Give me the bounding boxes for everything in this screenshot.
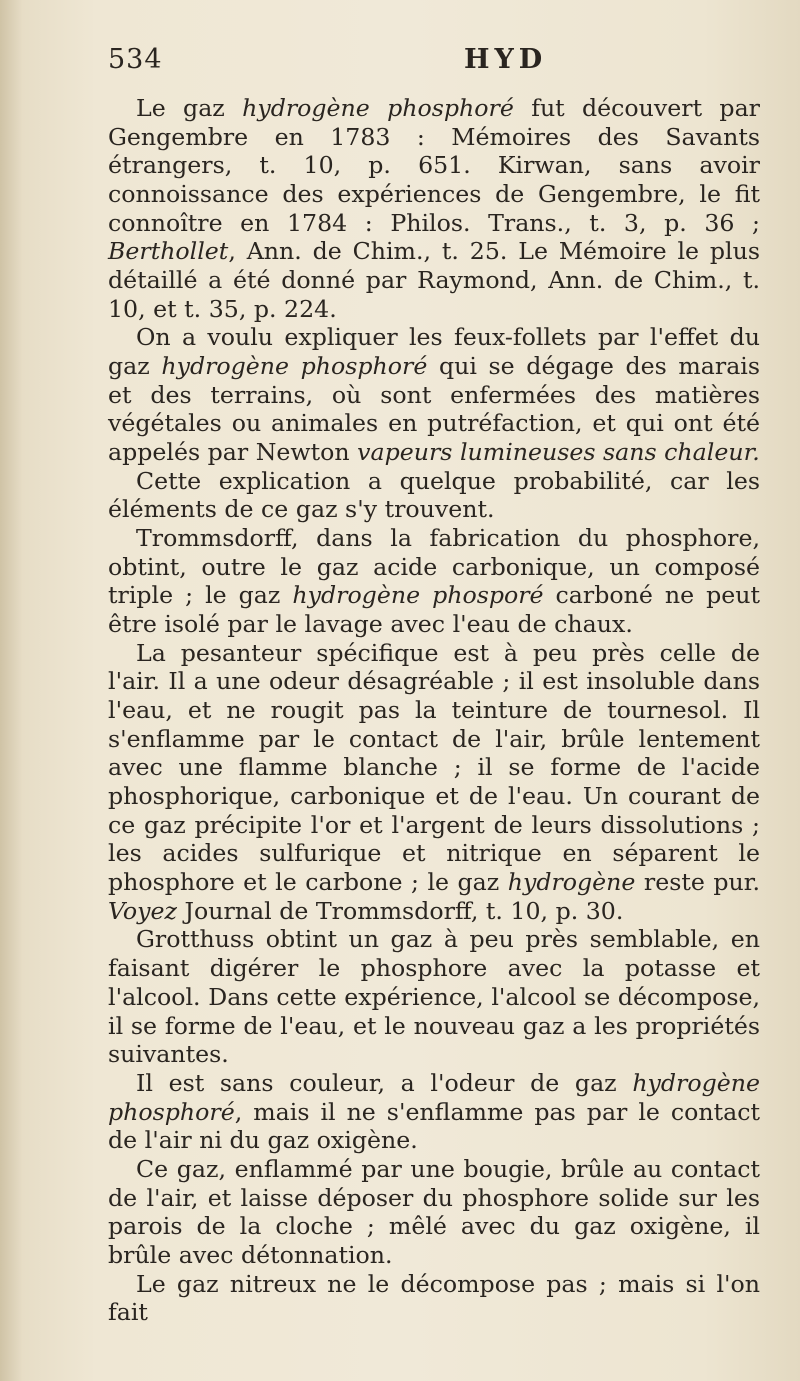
paragraph xyxy=(108,94,760,323)
text-run: On a voulu expliquer les feux-follets par l'effet du gaz xyxy=(108,323,760,381)
text-run: carboné ne peut être isolé par le lavage avec l'eau de chaux. xyxy=(108,581,760,639)
text-run: Cette explication a quelque probabilité, car les éléments de ce gaz s'y trouvent. xyxy=(108,466,760,524)
text-run: Grotthuss obtint un gaz à peu près semblable, en faisant digérer le phosphore avec la potasse et l'alcool. Dans cette expérience, l'alcool se décompose, il se forme de l'eau, et le nouveau gaz a les propriétés suivantes. xyxy=(108,925,760,1069)
page-number: 534 xyxy=(108,44,163,75)
paragraph xyxy=(108,467,760,524)
italic-text: hydrogène phosporé xyxy=(292,581,544,610)
text-run: Ce gaz, enflammé par une bougie, brûle au contact de l'air, et laisse déposer du phosphore solide sur les parois de la cloche ; mêlé avec du gaz oxigène, il brûle avec détonnation. xyxy=(108,1154,760,1269)
italic-text: hydrogène xyxy=(507,868,636,897)
text-run: La pesanteur spécifique est à peu près celle de l'air. Il a une odeur désagréable ; il est insoluble dans l'eau, et ne rougit pas la teinture de tournesol. Il s'enflamme par le contact de l'air, brûle lentement avec une flamme blanche ; il se forme de l'acide phosphorique, carbonique et de l'eau. Un courant de ce gaz précipite l'or et l'argent de leurs dissolutions ; les acides sulfurique et nitrique en séparent le phosphore et le carbone ; le gaz xyxy=(108,638,760,897)
paragraph xyxy=(108,1155,760,1270)
text-run: Il est sans couleur, a l'odeur de gaz xyxy=(136,1068,633,1097)
running-head xyxy=(108,44,760,84)
italic-text: hydrogène phosphoré xyxy=(108,1068,760,1126)
italic-text: vapeurs lumineuses sans chaleur. xyxy=(357,438,760,467)
italic-text: Berthollet xyxy=(108,237,229,266)
italic-text: hydrogène phosphoré xyxy=(161,352,428,381)
text-run: , mais il ne s'enflamme pas par le contact de l'air ni du gaz oxigène. xyxy=(108,1097,760,1155)
text-run: Journal de Trommsdorff, t. 10, p. 30. xyxy=(176,896,624,925)
italic-text: Voyez xyxy=(108,896,177,925)
paragraph xyxy=(108,639,760,926)
text-run: Trommsdorff, dans la fabrication du phosphore, obtint, outre le gaz acide carbonique, un composé triple ; le gaz xyxy=(108,524,760,610)
paragraph xyxy=(108,1069,760,1155)
paragraph xyxy=(108,925,760,1068)
text-run: reste pur. xyxy=(635,868,760,897)
paragraph xyxy=(108,524,760,639)
text-run: fut découvert par Gengembre en 1783 : Mémoires des Savants étrangers, t. 10, p. 651. Kirwan, sans avoir connoissance des expériences de Gengembre, le fit connoître en 1784 : Philos. Trans., t. 3, p. 36 ; xyxy=(108,94,760,237)
text-body xyxy=(108,94,760,1327)
italic-text: hydrogène phosphoré xyxy=(242,94,514,122)
text-run: qui se dégage des marais et des terrains, où sont enfermées des matières végétales ou animales en putréfaction, et qui ont été appelés par Newton xyxy=(108,352,761,467)
running-title: HYD xyxy=(464,44,548,75)
text-run: , Ann. de Chim., t. 25. Le Mémoire le plus détaillé a été donné par Raymond, Ann. de Chim., t. 10, et t. 35, p. 224. xyxy=(108,237,760,323)
text-run: Le gaz xyxy=(136,94,243,122)
page-spine-shadow xyxy=(0,0,22,1381)
paragraph xyxy=(108,323,760,466)
text-run: Le gaz nitreux ne le décompose pas ; mais si l'on fait xyxy=(108,1269,760,1327)
paragraph xyxy=(108,1270,760,1327)
